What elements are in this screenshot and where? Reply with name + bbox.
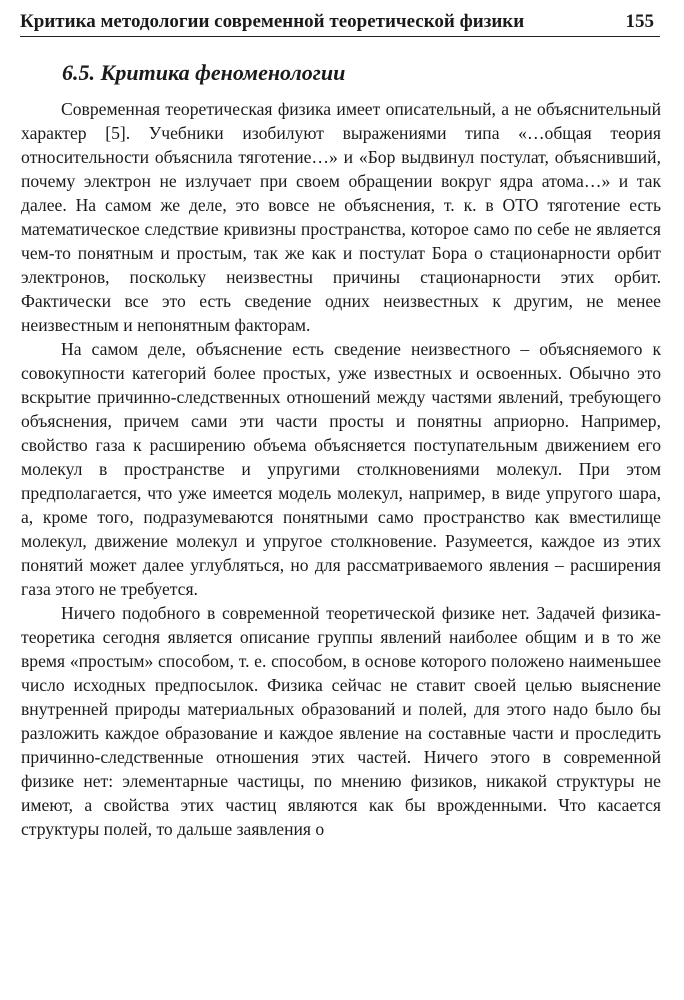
page-number: 155 [625,11,654,32]
running-title: Критика методологии современной теоретической физики [20,11,525,32]
paragraph: Современная теоретическая физика имеет описательный, а не объяснительный характер [5]. Учебники изобилуют выражениями типа «…общая теория относительности объяснила тяготение…» и «Бор выдвинул постулат, объяснивший, почему электрон не излучает при своем обращении вокруг ядра атома…» и так далее. На самом же деле, это вовсе не объяснения, т. к. в ОТО тяготение есть математическое следствие кривизны пространства, которое само по себе не является чем-то понятным и простым, так же как и постулат Бора о стационарности орбит электронов, поскольку неизвестны причины стационарности этих орбит. Фактически все это есть сведение одних неизвестных к другим, не менее неизвестным и непонятным факторам. [21,99,661,335]
paragraph: Ничего подобного в современной теоретической физике нет. Задачей физика-теоретика сегодня является описание группы явлений наиболее общим и в то же время «простым» способом, т. е. способом, в основе которого положено наименьшее число исходных предпосылок. Физика сейчас не ставит своей целью выяснение внутренней природы материальных образований и полей, для этого надо было бы разложить каждое образование и каждое явление на составные части и проследить причинно-следственные отношения этих частей. Ничего этого в современной физике нет: элементарные частицы, по мнению физиков, никакой структуры не имеют, а свойства этих частиц являются как бы врожденными. Что касается структуры полей, то дальше заявления о [21,603,661,839]
section-heading: 6.5. Критика феноменологии [62,60,346,85]
running-header [20,8,660,37]
body-text [21,97,661,841]
paragraph: На самом деле, объяснение есть сведение неизвестного – объясняемого к совокупности категорий более простых, уже известных и освоенных. Обычно это вскрытие причинно-следственных отношений между частями явлений, требующего объяснения, причем сами эти части просты и понятны априорно. Например, свойство газа к расширению объема объясняется поступательным движением его молекул в пространстве и упругими столкновениями молекул. При этом предполагается, что уже имеется модель молекул, например, в виде упругого шара, а, кроме того, подразумеваются понятными само пространство как вместилище молекул, движение молекул и упругое столкновение. Разумеется, каждое из этих понятий может далее углубляться, но для рассматриваемого явления – расширения газа этого не требуется. [21,339,661,599]
